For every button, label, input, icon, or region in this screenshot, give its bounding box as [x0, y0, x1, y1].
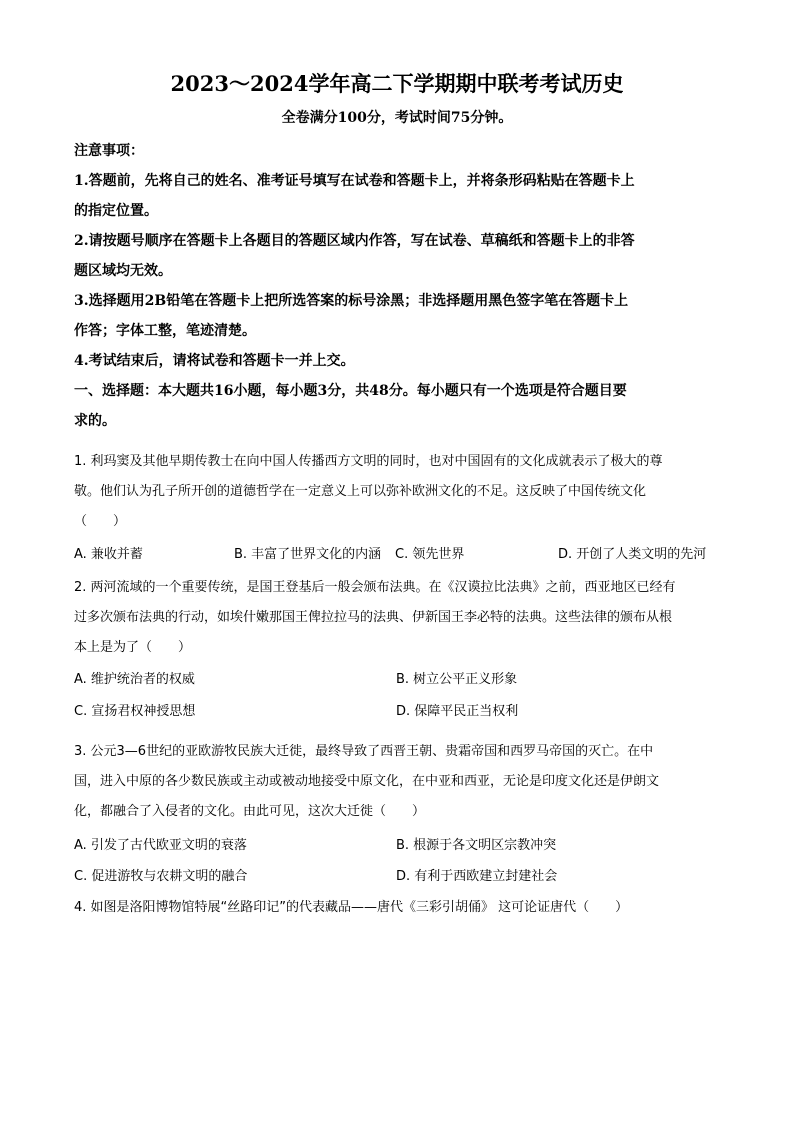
section-heading: 求的。 [74, 413, 116, 429]
question-2-options-row-2 [74, 697, 724, 727]
notice-line: 4.考试结束后，请将试卷和答题卡一并上交。 [74, 353, 355, 369]
question-text: 本上是为了（ ） [74, 640, 192, 655]
question-text: 化，都融合了入侵者的文化。由此可见，这次大迁徙（ ） [74, 804, 426, 819]
notice-line: 题区域均无效。 [74, 263, 172, 279]
question-3-options-row-2 [74, 862, 724, 892]
option-d: D. 有利于西欧建立封建社会 [396, 869, 558, 884]
question-text: 敬。他们认为孔子所开创的道德哲学在一定意义上可以弥补欧洲文化的不足。这反映了中国传统文化 [74, 484, 647, 499]
option-a: A. 引发了古代欧亚文明的衰落 [74, 838, 247, 853]
exam-subtitle: 全卷满分100分，考试时间75分钟。 [281, 110, 513, 126]
option-c: C. 领先世界 [395, 547, 465, 562]
notice-heading: 注意事项： [74, 143, 144, 159]
notice-line: 作答；字体工整，笔迹清楚。 [74, 323, 256, 339]
question-text: 3. 公元3—6世纪的亚欧游牧民族大迁徙，最终导致了西晋王朝、贵霜帝国和西罗马帝国的灭亡。在中 [74, 744, 654, 759]
option-a: A. 维护统治者的权威 [74, 672, 195, 687]
question-3 [74, 737, 724, 827]
notice-block [74, 136, 724, 436]
question-3-options-row-1 [74, 831, 724, 861]
exam-title: 2023～2024学年高二下学期期中联考考试历史 [170, 71, 624, 96]
question-text: 1. 利玛窦及其他早期传教士在向中国人传播西方文明的同时，也对中国固有的文化成就表示了极大的尊 [74, 454, 663, 469]
notice-line: 1.答题前，先将自己的姓名、准考证号填写在试卷和答题卡上，并将条形码粘贴在答题卡上 [74, 173, 635, 189]
section-heading: 一、选择题：本大题共16小题，每小题3分，共48分。每小题只有一个选项是符合题目要 [74, 383, 627, 399]
question-text: 2. 两河流域的一个重要传统，是国王登基后一般会颁布法典。在《汉谟拉比法典》之前，西亚地区已经有 [74, 580, 676, 595]
option-b: B. 树立公平正义形象 [396, 672, 518, 687]
question-text: 国，进入中原的各少数民族或主动或被动地接受中原文化，在中亚和西亚，无论是印度文化还是伊朗文 [74, 774, 660, 789]
option-d: D. 开创了人类文明的先河 [558, 547, 707, 562]
option-c: C. 宣扬君权神授思想 [74, 704, 196, 719]
option-a: A. 兼收并蓄 [74, 547, 143, 562]
answer-bracket: （ ） [74, 514, 127, 529]
option-b: B. 丰富了世界文化的内涵 [234, 547, 382, 562]
notice-line: 的指定位置。 [74, 203, 158, 219]
question-4 [74, 893, 724, 923]
question-text: 4. 如图是洛阳博物馆特展“丝路印记”的代表藏品——唐代《三彩引胡俑》 这可论证唐代（ ） [74, 900, 629, 915]
option-d: D. 保障平民正当权利 [396, 704, 519, 719]
notice-line: 3.选择题用2B铅笔在答题卡上把所选答案的标号涂黑；非选择题用黑色签字笔在答题卡上 [74, 293, 629, 309]
question-1 [74, 447, 724, 537]
notice-line: 2.请按题号顺序在答题卡上各题目的答题区域内作答，写在试卷、草稿纸和答题卡上的非答 [74, 233, 635, 249]
question-text: 过多次颁布法典的行动，如埃什嫩那国王俾拉拉马的法典、伊新国王李必特的法典。这些法律的颁布从根 [74, 610, 673, 625]
question-2 [74, 573, 724, 663]
option-b: B. 根源于各文明区宗教冲突 [396, 838, 557, 853]
question-1-options [74, 540, 724, 570]
question-2-options-row-1 [74, 665, 724, 695]
option-c: C. 促进游牧与农耕文明的融合 [74, 869, 248, 884]
